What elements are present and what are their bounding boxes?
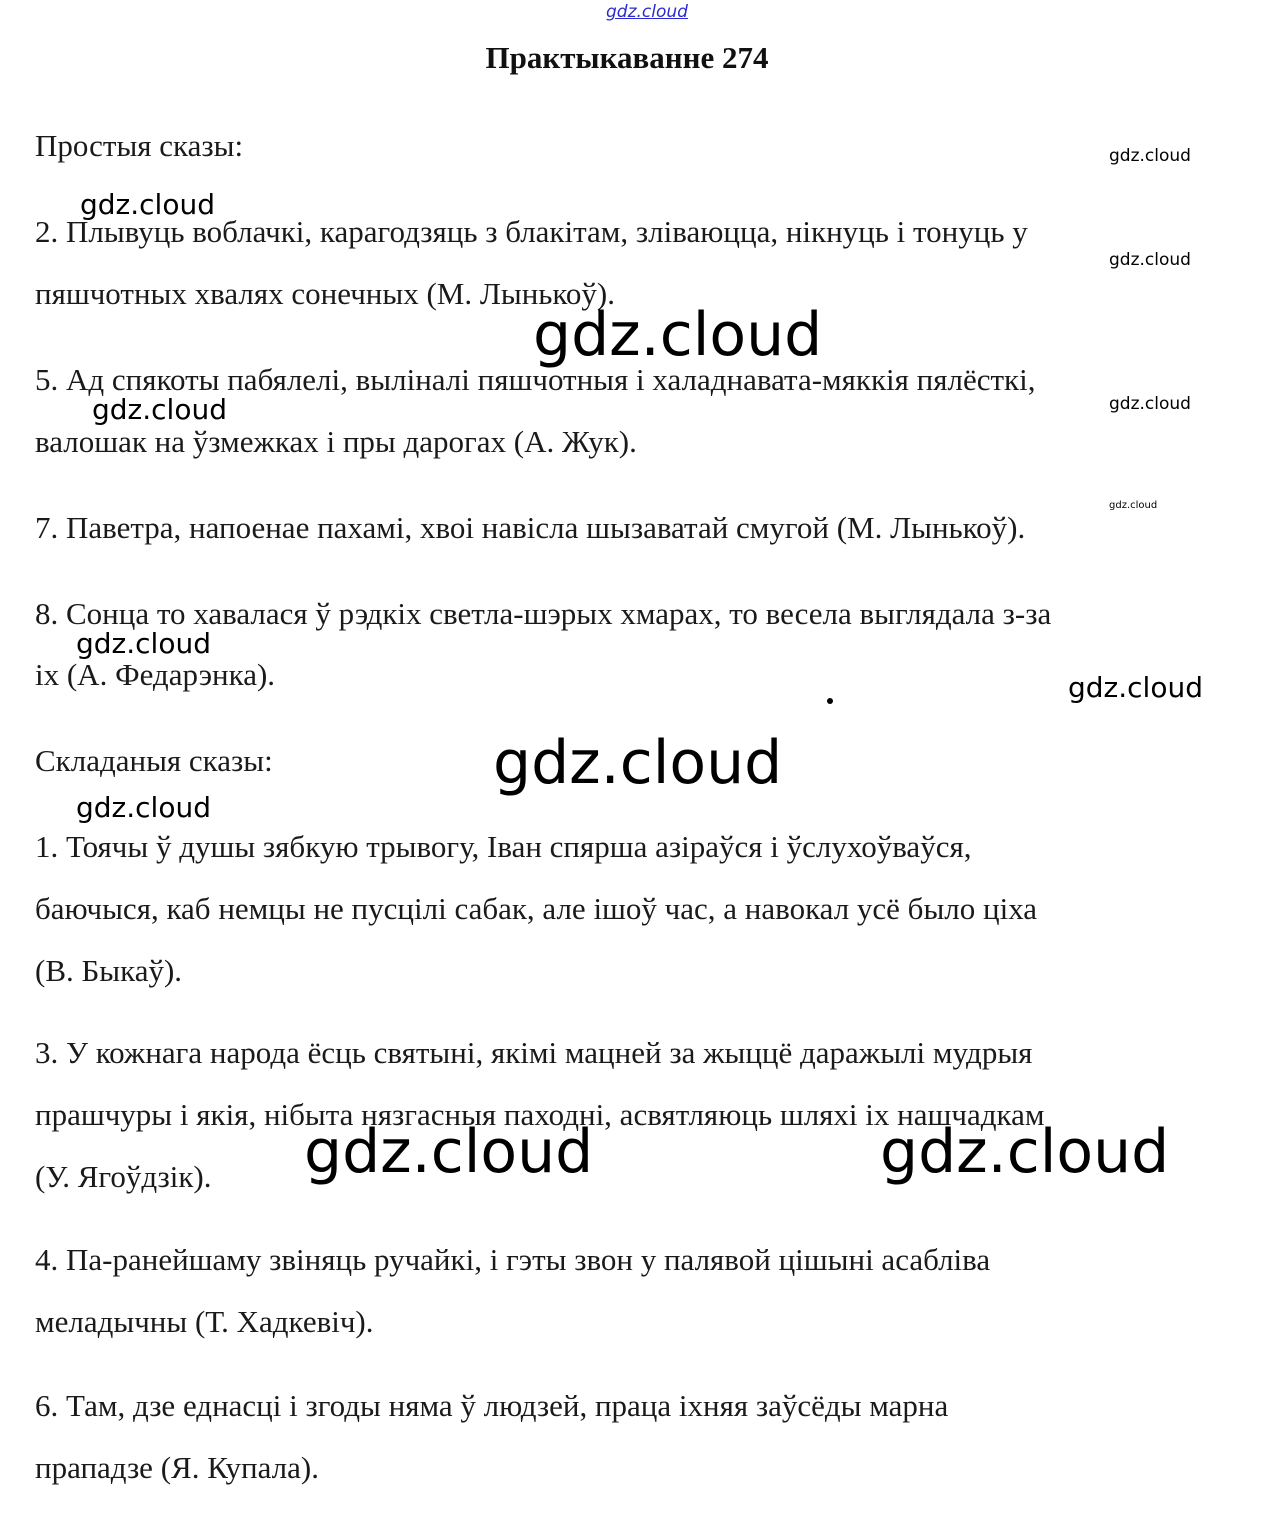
dot-mark	[827, 698, 833, 704]
watermark: gdz.cloud	[92, 393, 227, 426]
simple-sentences-heading: Простыя сказы:	[35, 128, 244, 163]
watermark: gdz.cloud	[1109, 500, 1158, 511]
text-line: 6. Там, дзе еднасці і згоды няма ў людзей, праца іхняя заўсёды марна	[35, 1388, 949, 1423]
text-line: 7. Паветра, напоенае пахамі, хвоі навісла шызаватай смугой (М. Лынькоў).	[35, 510, 1026, 545]
text-line: 8. Сонца то хавалася ў рэдкіх светла-шэрых хмарах, то весела выглядала з-за	[35, 596, 1052, 631]
watermark: gdz.cloud	[1109, 146, 1191, 166]
watermark: gdz.cloud	[533, 300, 823, 370]
watermark: gdz.cloud	[304, 1117, 594, 1187]
watermark: gdz.cloud	[76, 627, 211, 660]
text-line: (В. Быкаў).	[35, 953, 183, 988]
watermark: gdz.cloud	[80, 188, 215, 221]
complex-sentences-heading: Складаныя сказы:	[35, 743, 273, 778]
text-line: 5. Ад спякоты пабялелі, выліналі пяшчотныя і халаднавата-мяккія пялёсткі,	[35, 362, 1036, 397]
text-line: баючыся, каб немцы не пусцілі сабак, але ішоў час, а навокал усё было ціха	[35, 891, 1038, 926]
text-line: 3. У кожнага народа ёсць святыні, якімі мацней за жыццё даражылі мудрыя	[35, 1035, 1033, 1070]
watermark-top[interactable]: gdz.cloud	[606, 2, 688, 22]
text-line: пяшчотных хвалях сонечных (М. Лынькоў).	[35, 276, 615, 311]
watermark: gdz.cloud	[880, 1117, 1170, 1187]
watermark: gdz.cloud	[1109, 250, 1191, 270]
text-line: 1. Тоячы ў душы зябкую трывогу, Іван спярша азіраўся і ўслухоўваўся,	[35, 829, 972, 864]
text-line: (У. Ягоўдзік).	[35, 1159, 212, 1194]
text-line: іх (А. Федарэнка).	[35, 657, 276, 692]
text-line: прападзе (Я. Купала).	[35, 1450, 319, 1485]
watermark: gdz.cloud	[1068, 671, 1203, 704]
watermark: gdz.cloud	[493, 728, 783, 798]
watermark: gdz.cloud	[76, 791, 211, 824]
text-line: меладычны (Т. Хадкевіч).	[35, 1304, 374, 1339]
text-line: 2. Плывуць воблачкі, карагодзяць з блакітам, зліваюцца, нікнуць і тонуць у	[35, 214, 1028, 249]
page-title: Практыкаванне 274	[485, 40, 769, 75]
text-line: 4. Па-ранейшаму звіняць ручайкі, і гэты звон у палявой цішыні асабліва	[35, 1242, 991, 1277]
text-line: прашчуры і якія, нібыта нязгасныя паходні, асвятляюць шляхі іх нашчадкам	[35, 1097, 1045, 1132]
watermark: gdz.cloud	[1109, 394, 1191, 414]
text-line: валошак на ўзмежках і пры дарогах (А. Жук).	[35, 424, 637, 459]
